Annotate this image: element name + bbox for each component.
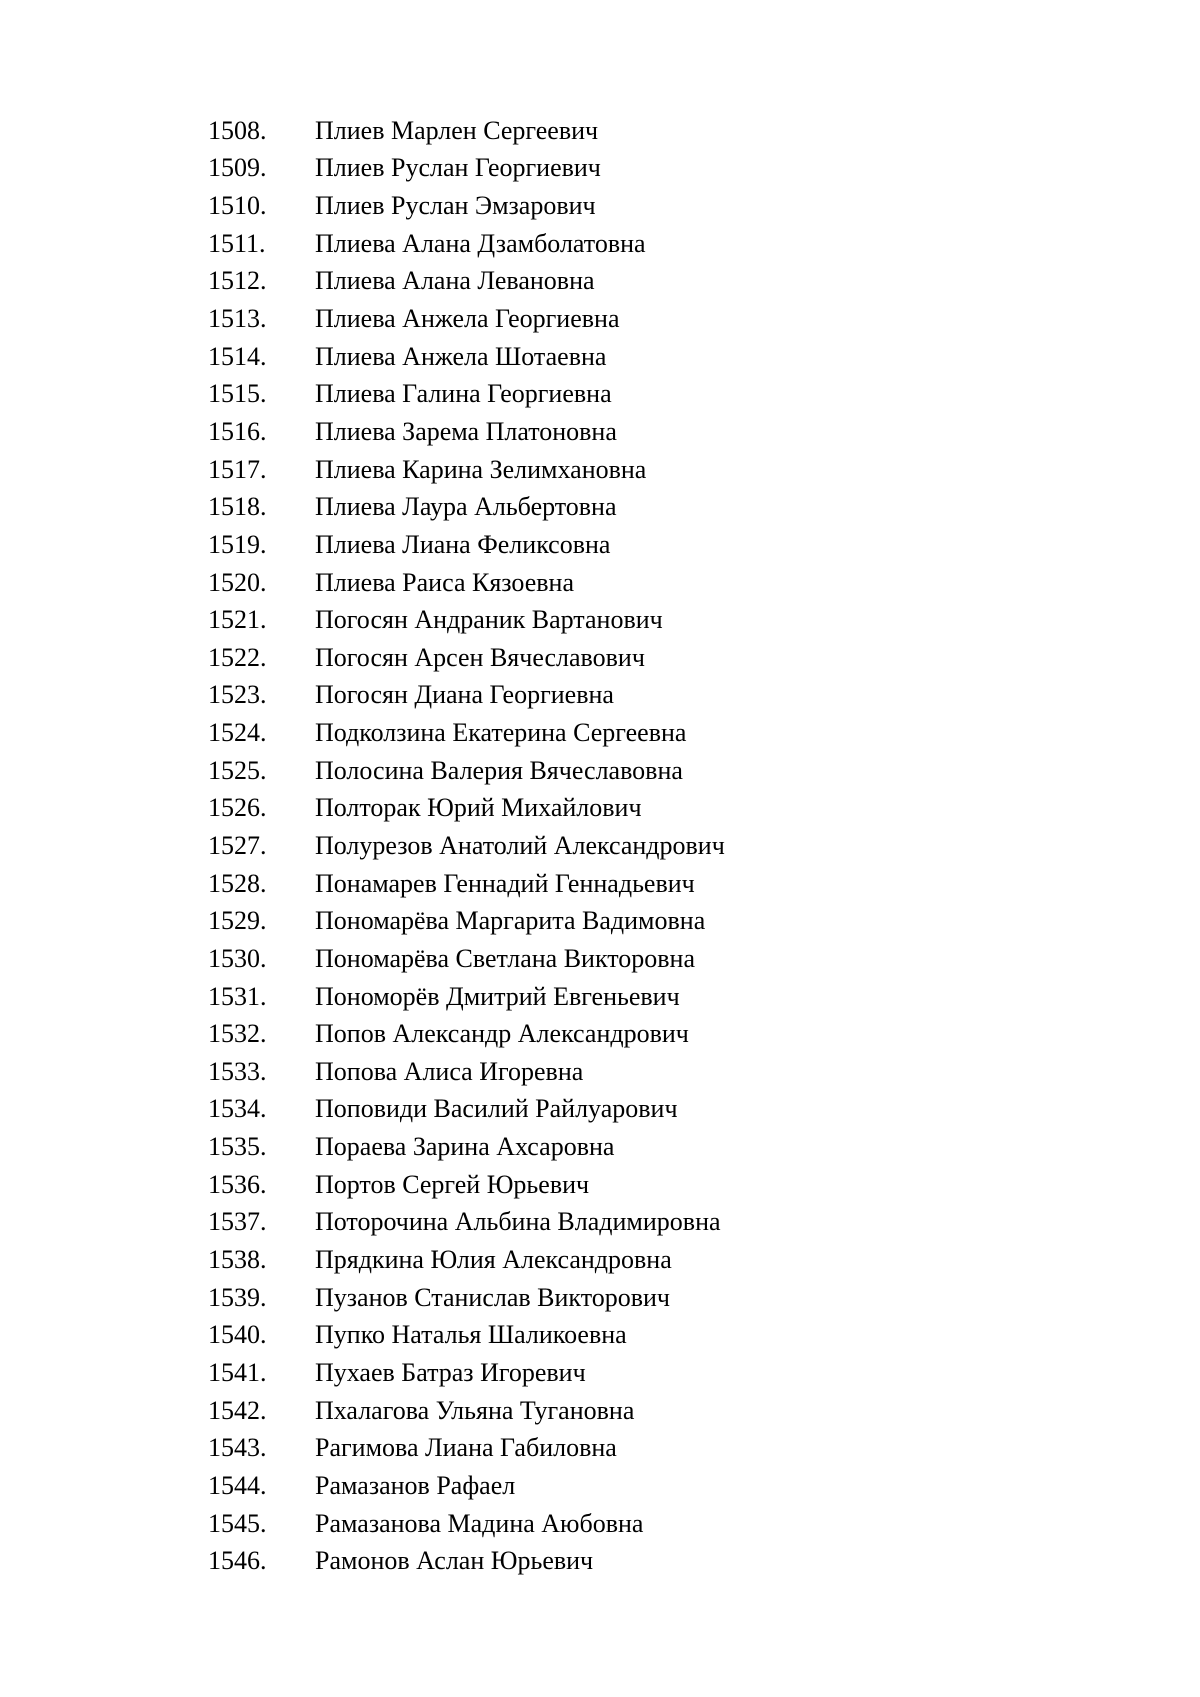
entry-name: Плиева Анжела Георгиевна [315, 304, 620, 334]
list-item [208, 1467, 725, 1505]
entry-name: Погосян Арсен Вячеславович [315, 642, 645, 672]
list-item [208, 1429, 725, 1467]
list-item [208, 1091, 725, 1129]
entry-name: Погосян Андраник Вартанович [315, 605, 663, 635]
entry-number: 1542. [208, 1395, 267, 1425]
list-item [208, 338, 725, 376]
entry-number: 1525. [208, 755, 267, 785]
list-item [208, 601, 725, 639]
entry-name: Рамазанова Мадина Аюбовна [315, 1508, 644, 1538]
list-item [208, 902, 725, 940]
entry-name: Попова Алиса Игоревна [315, 1056, 584, 1086]
list-item [208, 1053, 725, 1091]
entry-name: Плиева Алана Левановна [315, 266, 595, 296]
list-item [208, 526, 725, 564]
entry-name: Погосян Диана Георгиевна [315, 680, 614, 710]
entry-name: Поторочина Альбина Владимировна [315, 1207, 721, 1237]
entry-number: 1546. [208, 1546, 267, 1576]
entry-number: 1521. [208, 605, 267, 635]
entry-number: 1535. [208, 1132, 267, 1162]
list-item [208, 564, 725, 602]
list-item [208, 187, 725, 225]
entry-name: Плиева Зарема Платоновна [315, 416, 617, 446]
entry-name: Полурезов Анатолий Александрович [315, 830, 725, 860]
entry-number: 1527. [208, 830, 267, 860]
list-item [208, 1166, 725, 1204]
list-item [208, 1392, 725, 1430]
entry-name: Плиева Лиана Феликсовна [315, 529, 611, 559]
entry-number: 1526. [208, 793, 267, 823]
entry-number: 1520. [208, 567, 267, 597]
list-item [208, 1317, 725, 1355]
entry-name: Прядкина Юлия Александровна [315, 1245, 672, 1275]
entry-number: 1510. [208, 191, 267, 221]
list-item [208, 639, 725, 677]
list-item [208, 413, 725, 451]
list-item [208, 263, 725, 301]
entry-name: Понамарев Геннадий Геннадьевич [315, 868, 695, 898]
entry-number: 1517. [208, 454, 267, 484]
list-item [208, 940, 725, 978]
entry-name: Плиев Руслан Георгиевич [315, 153, 601, 183]
entry-name: Полторак Юрий Михайлович [315, 793, 642, 823]
entry-name: Пухаев Батраз Игоревич [315, 1357, 586, 1387]
entry-name: Пономорёв Дмитрий Евгеньевич [315, 981, 680, 1011]
entry-name: Плиева Карина Зелимхановна [315, 454, 647, 484]
entry-name: Плиева Галина Георгиевна [315, 379, 612, 409]
entry-number: 1518. [208, 492, 267, 522]
entry-number: 1513. [208, 304, 267, 334]
entry-number: 1524. [208, 718, 267, 748]
name-list [208, 112, 725, 1580]
entry-number: 1536. [208, 1169, 267, 1199]
entry-number: 1529. [208, 906, 267, 936]
entry-name: Рамазанов Рафаел [315, 1470, 516, 1500]
entry-name: Плиева Алана Дзамболатовна [315, 228, 646, 258]
entry-name: Пхалагова Ульяна Тугановна [315, 1395, 635, 1425]
list-item [208, 714, 725, 752]
entry-number: 1539. [208, 1282, 267, 1312]
entry-number: 1537. [208, 1207, 267, 1237]
entry-name: Подколзина Екатерина Сергеевна [315, 718, 687, 748]
list-item [208, 1542, 725, 1580]
list-item [208, 488, 725, 526]
entry-number: 1545. [208, 1508, 267, 1538]
entry-name: Попов Александр Александрович [315, 1019, 689, 1049]
entry-name: Пономарёва Светлана Викторовна [315, 943, 696, 973]
entry-name: Пупко Наталья Шаликоевна [315, 1320, 627, 1350]
entry-number: 1522. [208, 642, 267, 672]
entry-number: 1514. [208, 341, 267, 371]
entry-number: 1543. [208, 1433, 267, 1463]
list-item [208, 1204, 725, 1242]
entry-number: 1531. [208, 981, 267, 1011]
entry-number: 1538. [208, 1245, 267, 1275]
entry-number: 1509. [208, 153, 267, 183]
list-item [208, 1354, 725, 1392]
entry-name: Полосина Валерия Вячеславовна [315, 755, 683, 785]
entry-number: 1544. [208, 1470, 267, 1500]
entry-name: Плиева Раиса Кязоевна [315, 567, 574, 597]
list-item [208, 1279, 725, 1317]
entry-name: Поповиди Василий Райлуарович [315, 1094, 678, 1124]
entry-name: Пораева Зарина Ахсаровна [315, 1132, 615, 1162]
list-item [208, 300, 725, 338]
list-item [208, 1241, 725, 1279]
list-item [208, 752, 725, 790]
entry-number: 1519. [208, 529, 267, 559]
entry-number: 1540. [208, 1320, 267, 1350]
entry-number: 1523. [208, 680, 267, 710]
entry-number: 1516. [208, 416, 267, 446]
entry-name: Плиева Анжела Шотаевна [315, 341, 607, 371]
list-item [208, 790, 725, 828]
list-item [208, 112, 725, 150]
entry-name: Портов Сергей Юрьевич [315, 1169, 590, 1199]
list-item [208, 827, 725, 865]
entry-name: Плиев Марлен Сергеевич [315, 115, 599, 145]
entry-name: Рагимова Лиана Габиловна [315, 1433, 617, 1463]
list-item [208, 865, 725, 903]
list-item [208, 677, 725, 715]
entry-name: Плиев Руслан Эмзарович [315, 191, 596, 221]
entry-number: 1534. [208, 1094, 267, 1124]
list-item [208, 1505, 725, 1543]
entry-number: 1533. [208, 1056, 267, 1086]
list-item [208, 225, 725, 263]
entry-name: Рамонов Аслан Юрьевич [315, 1546, 594, 1576]
entry-name: Пузанов Станислав Викторович [315, 1282, 670, 1312]
entry-name: Плиева Лаура Альбертовна [315, 492, 617, 522]
entry-number: 1511. [208, 228, 266, 258]
list-item [208, 1015, 725, 1053]
list-item [208, 1128, 725, 1166]
list-item [208, 451, 725, 489]
entry-number: 1515. [208, 379, 267, 409]
entry-number: 1532. [208, 1019, 267, 1049]
entry-number: 1541. [208, 1357, 267, 1387]
list-item [208, 150, 725, 188]
entry-name: Пономарёва Маргарита Вадимовна [315, 906, 706, 936]
list-item [208, 375, 725, 413]
entry-number: 1528. [208, 868, 267, 898]
entry-number: 1512. [208, 266, 267, 296]
entry-number: 1508. [208, 115, 267, 145]
entry-number: 1530. [208, 943, 267, 973]
list-item [208, 978, 725, 1016]
